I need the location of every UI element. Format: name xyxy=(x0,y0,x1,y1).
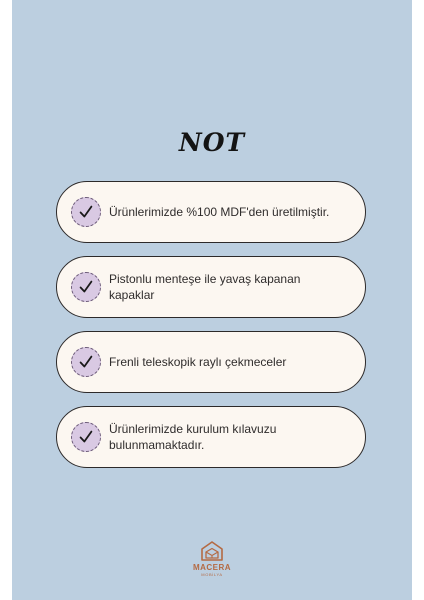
list-item xyxy=(56,406,366,468)
list-item xyxy=(56,331,366,393)
checkmark-icon xyxy=(71,422,101,452)
poster-panel xyxy=(12,0,412,600)
list-item-text: Ürünlerimizde kurulum kılavuzu bulunmamaktadır. xyxy=(109,422,277,452)
checkmark-icon xyxy=(71,272,101,302)
page-title: NOT xyxy=(178,128,246,157)
list-item-text: Pistonlu menteşe ile yavaş kapanan kapaklar xyxy=(109,272,301,302)
list-item-text: Frenli teleskopik raylı çekmeceler xyxy=(109,355,287,369)
list-item-text: Ürünlerimizde %100 MDF'den üretilmiştir. xyxy=(109,205,330,219)
brand-subtitle: MOBİLYA xyxy=(201,572,223,577)
brand-logo xyxy=(182,540,242,577)
checkmark-icon xyxy=(71,347,101,377)
list-item xyxy=(56,181,366,243)
brand-name: MACERA xyxy=(192,563,232,572)
list-item xyxy=(56,256,366,318)
house-box-logo-icon xyxy=(199,540,225,562)
checkmark-icon xyxy=(71,197,101,227)
